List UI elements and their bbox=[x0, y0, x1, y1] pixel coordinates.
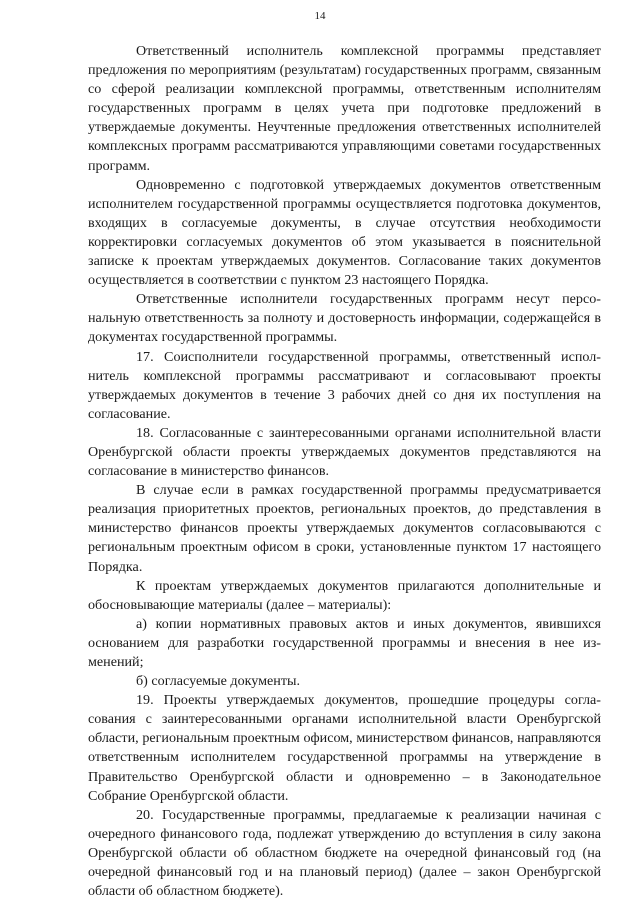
paragraph-priority-projects: В случае если в рамках государственной программы предусматривается реализация приоритетных проектов, региональных проектов, до представления в министерство финансов проекты утверждаемых документов согласовываются с региональным проектным офисом в сроки, установленные пунктом 17 настоящего Порядка. bbox=[88, 482, 601, 575]
document-body bbox=[88, 42, 601, 901]
paragraph-responsible-executor-proposals: Ответственный исполнитель комплексной программы представляет предложения по мероприятиям (результатам) государственных программ, связанным со сферой реализации комплексной программы, ответственным исполнителям государственных программ в целях учета при подготовке предложений в утверждаемые документы. Неучтенные предложения ответственных исполнителей комплексных программ рассматриваются управляющими советами государственных программ. bbox=[88, 43, 601, 174]
list-item-a: а) копии нормативных правовых актов и иных документов, явившихся основанием для разработки государственной программы и внесения в нее изменений; bbox=[88, 615, 601, 670]
paragraph-simultaneous-preparation: Одновременно с подготовкой утверждаемых документов ответственным исполнителем государственной программы осуществляется подготовка документов, входящих в согласуемые документы, в случае отсутствия необходимости корректировки согласуемых документов об этом указывается в пояснительной записке к проектам утверждаемых документов. Согласование таких документов осуществляется в соответствии с пунктом 23 настоящего Порядка. bbox=[88, 176, 601, 289]
list-item-b: б) согласуемые документы. bbox=[136, 673, 300, 690]
paragraph-item-19: 19. Проекты утверждаемых документов, прошедшие процедуры согласования с заинтересованными органами исполнительной власти Оренбургской области, региональным проектным офисом, министерством финансов, направляются ответственным исполнителем государственной программы на утверждение в Правительство Оренбургской области и одновременно – в Законодательное Собрание Оренбургской области. bbox=[88, 692, 601, 804]
paragraph-personal-responsibility: Ответственные исполнители государственных программ несут персональную ответственность за полноту и достоверность информации, содержащейся в документах государственной программы. bbox=[88, 291, 601, 346]
page-number: 14 bbox=[314, 10, 326, 22]
paragraph-attached-materials: К проектам утверждаемых документов прилагаются дополнительные и обосновывающие материалы (далее – материалы): bbox=[88, 577, 601, 613]
paragraph-item-18: 18. Согласованные с заинтересованными органами исполнительной власти Оренбургской области проекты утверждаемых документов представляются на согласование в министерство финансов. bbox=[88, 424, 601, 480]
paragraph-item-17: 17. Соисполнители государственной программы, ответственный исполнитель комплексной программы рассматривают и согласовывают проекты утверждаемых документов в течение 3 рабочих дней со дня их поступления на согласование. bbox=[88, 348, 601, 422]
paragraph-item-20: 20. Государственные программы, предлагаемые к реализации начиная с очередного финансового года, подлежат утверждению до вступления в силу закона Оренбургской области об областном бюджете на очередной финансовый год (на очередной финансовый год и на плановый период) (далее – закон Оренбургской области об областном бюджете). bbox=[88, 806, 601, 900]
